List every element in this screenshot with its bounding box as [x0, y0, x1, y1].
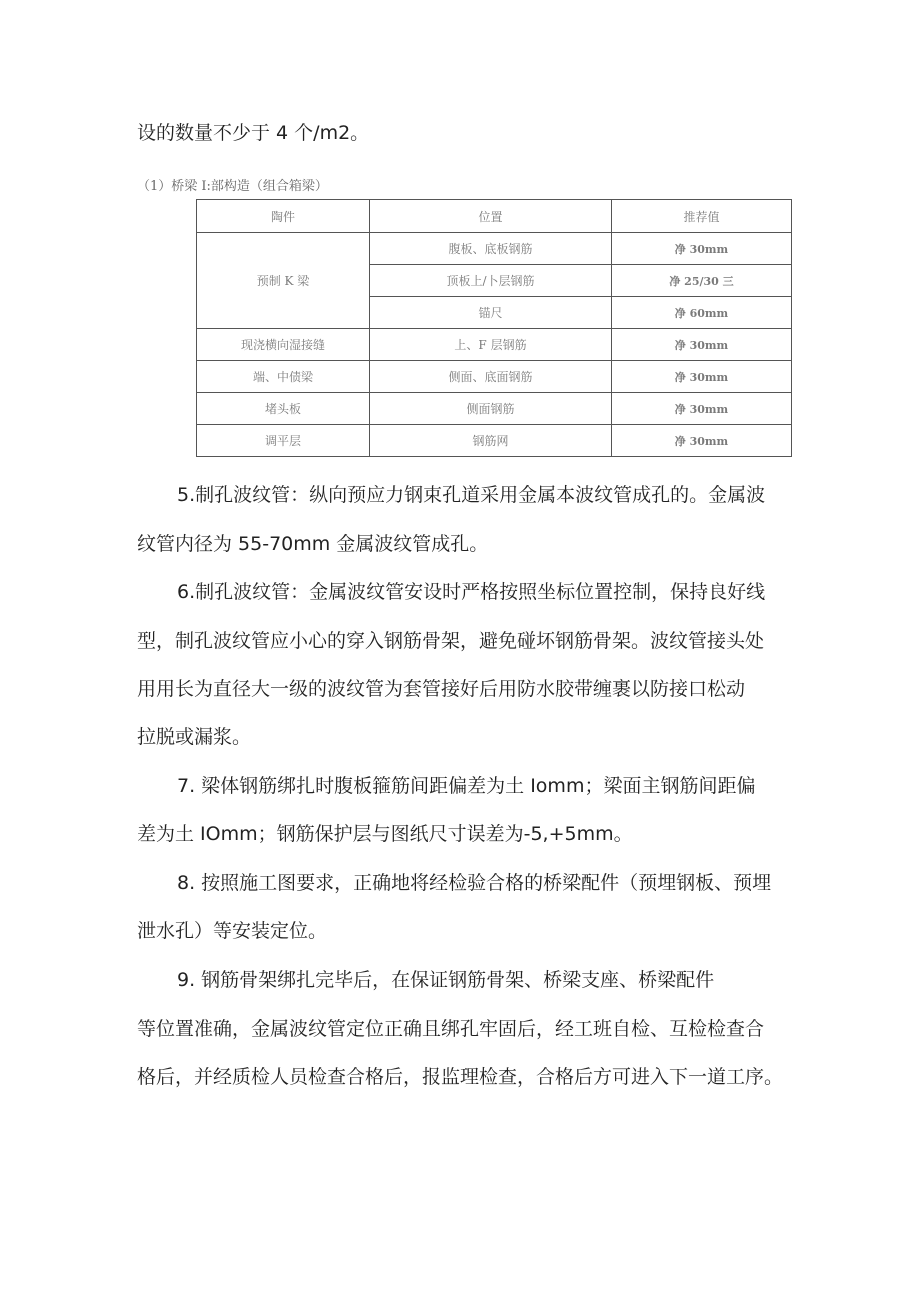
table-cell-position: 钢筋网: [370, 425, 612, 457]
table-cell-value: 净 30mm: [612, 425, 792, 457]
paragraph-line: 9. 钢筋骨架绑扎完毕后，在保证钢筋骨架、桥梁支座、桥梁配件: [177, 969, 715, 991]
table-cell-value: 净 25/30 三: [612, 265, 792, 297]
table-header-row: [197, 200, 792, 233]
table-row: [197, 393, 792, 425]
table-cell-position: 侧面钢筋: [370, 393, 612, 425]
table-cell-value: 净 30mm: [612, 393, 792, 425]
paragraph-line: 泄水孔）等安装定位。: [137, 920, 328, 942]
paragraph-line: 5.制孔波纹管：纵向预应力钢束孔道采用金属本波纹管成孔的。金属波: [177, 484, 766, 506]
column-header: 位置: [370, 200, 612, 233]
paragraph-line: 6.制孔波纹管：金属波纹管安设时严格按照坐标位置控制，保持良好线: [177, 581, 766, 603]
paragraph-line: 7. 梁体钢筋绑扎时腹板箍筋间距偏差为土 Iomm；梁面主钢筋间距偏: [177, 775, 756, 797]
table-row: [197, 233, 792, 265]
table-row: [197, 361, 792, 393]
table-caption: （1）桥梁 I:部构造（组合箱梁）: [137, 179, 328, 194]
column-header: 推荐值: [612, 200, 792, 233]
paragraph-line: 差为土 IOmm；钢筋保护层与图纸尺寸误差为-5,+5mm。: [137, 823, 633, 845]
paragraph-line: 纹管内径为 55-70mm 金属波纹管成孔。: [137, 533, 489, 555]
table-row: [197, 329, 792, 361]
table-cell-part: 现浇横向湿接缝: [197, 329, 370, 361]
paragraph-line: 等位置准确，金属波纹管定位正确且绑孔牢固后，经工班自检、互检检查合: [137, 1018, 765, 1040]
table-cell-value: 净 60mm: [612, 297, 792, 329]
table-cell-part: 预制 K 梁: [197, 233, 370, 329]
paragraph-line: 8. 按照施工图要求，正确地将经检验合格的桥梁配件（预埋钢板、预埋: [177, 872, 772, 894]
table-cell-position: 顶板上/卜层钢筋: [370, 265, 612, 297]
table-cell-position: 腹板、底板钢筋: [370, 233, 612, 265]
spec-table: [196, 199, 792, 457]
table-cell-position: 侧面、底面钢筋: [370, 361, 612, 393]
paragraph-line: 格后，并经质检人员检查合格后，报监理检查，合格后方可进入下一道工序。: [137, 1066, 784, 1088]
table-cell-position: 锚尺: [370, 297, 612, 329]
paragraph-line: 拉脱或漏浆。: [137, 726, 252, 748]
table-cell-part: 调平层: [197, 425, 370, 457]
table-cell-value: 净 30mm: [612, 233, 792, 265]
table-cell-position: 上、F 层钢筋: [370, 329, 612, 361]
table-cell-value: 净 30mm: [612, 329, 792, 361]
table-row: [197, 425, 792, 457]
table-cell-value: 净 30mm: [612, 361, 792, 393]
table-cell-part: 端、中债梁: [197, 361, 370, 393]
paragraph-line: 用用长为直径大一级的波纹管为套管接好后用防水胶带缠裹以防接口松动: [137, 678, 746, 700]
table-cell-part: 堵头板: [197, 393, 370, 425]
column-header: 陶件: [197, 200, 370, 233]
paragraph-line: 设的数量不少于 4 个/m2。: [137, 122, 370, 144]
paragraph-line: 型，制孔波纹管应小心的穿入钢筋骨架，避免碰坏钢筋骨架。波纹管接头处: [137, 630, 765, 652]
